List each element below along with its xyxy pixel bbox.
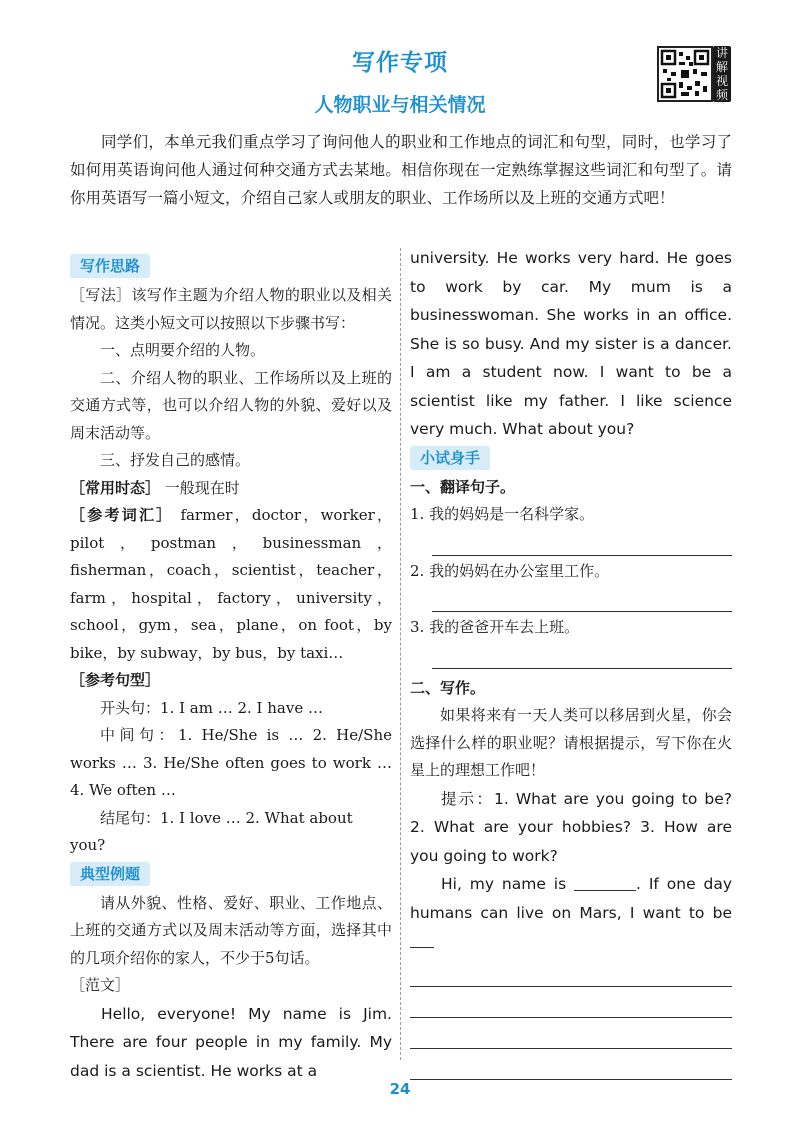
opening-sentences: 开头句：1. I am … 2. I have … (100, 698, 323, 717)
writing-ideas-tag: 写作思路 (70, 254, 150, 278)
intro-paragraph: 同学们，本单元我们重点学习了询问他人的职业和工作地点的词汇和句型，同时，也学习了如何用英语询问他人通过何种交通方式去某地。相信你现在一定熟练掌握这些词汇和句型了。请你用英语写一篇小短文，介绍自己家人或朋友的职业、工作场所以及上班的交通方式吧！ (70, 133, 732, 207)
writing-starter (410, 870, 732, 956)
common-tense (70, 475, 392, 503)
section-translate-title: 一、翻译句子。 (410, 477, 516, 496)
answer-line-3[interactable] (432, 642, 732, 669)
writing-hints: 提示：1. What are you going to be? 2. What are your hobbies? 3. How are you going to work? (410, 789, 732, 865)
middle-sentences: 中间句：1. He/She is … 2. He/She works … 3. He/She often goes to work … 4. We often … (70, 726, 392, 799)
sentences-label: ［参考句型］ (70, 671, 161, 689)
writing-line-4[interactable] (410, 1049, 732, 1080)
step-2: 二、介绍人物的职业、工作场所以及上班的交通方式等，也可以介绍人物的外貌、爱好以及周末活动等。 (70, 368, 392, 442)
right-column (410, 244, 732, 1080)
answer-line-1[interactable] (432, 529, 732, 556)
example-tag: 典型例题 (70, 862, 150, 886)
writing-line-2[interactable] (410, 987, 732, 1018)
reference-vocabulary (70, 502, 392, 667)
tense-label: ［常用时态］ (70, 478, 161, 497)
question-1: 1. 我的妈妈是一名科学家。 (410, 505, 595, 523)
name-blank[interactable] (574, 875, 636, 892)
method-text: ［写法］该写作主题为介绍人物的职业以及相关情况。这类小短文可以按照以下步骤书写： (70, 286, 392, 332)
page-title: 写作专项 (352, 50, 448, 76)
ending-sentences: 结尾句：1. I love … 2. What about you? (70, 808, 353, 854)
video-explanation-label: 讲解视频 (713, 46, 731, 102)
writing-prompt: 如果将来有一天人类可以移居到火星，你会选择什么样的职业呢？请根据提示，写下你在火星上的理想工作吧！ (410, 706, 732, 779)
step-1: 一、点明要介绍的人物。 (100, 341, 266, 359)
section-writing-title: 二、写作。 (410, 678, 486, 697)
page-number: 24 (389, 1080, 411, 1098)
writing-line-3[interactable] (410, 1018, 732, 1049)
model-essay-label: ［范文］ (70, 976, 131, 994)
job-blank[interactable] (410, 932, 434, 949)
left-column (70, 252, 392, 1085)
model-essay-part-1: Hello, everyone! My name is Jim. There are four people in my family. My dad is a scientist. He works at a (70, 1004, 392, 1080)
answer-line-2[interactable] (432, 585, 732, 612)
starter-text-b: . If one day humans can live on Mars, I want to be (410, 875, 733, 922)
writing-line-1[interactable] (410, 956, 732, 987)
step-3: 三、抒发自己的感情。 (100, 451, 251, 469)
practice-tag: 小试身手 (410, 446, 490, 470)
model-essay-part-2: university. He works very hard. He goes to work by car. My mum is a businesswoman. She works in an office. She is so busy. And my sister is a dancer. I am a student now. I want to be a scientist like my father. I like science very much. What about you? (410, 249, 732, 438)
qr-code-icon[interactable] (657, 46, 713, 102)
column-divider (400, 248, 401, 1060)
page-subtitle: 人物职业与相关情况 (314, 94, 486, 116)
example-prompt: 请从外貌、性格、爱好、职业、工作地点、上班的交通方式以及周末活动等方面，选择其中的几项介绍你的家人，不少于5句话。 (70, 893, 392, 967)
vocab-label: ［参考词汇］ (70, 506, 174, 524)
tense-value: 一般现在时 (164, 478, 240, 497)
vocab-list: farmer，doctor，worker，pilot，postman，businessman，fisherman，coach，scientist，teacher，farm，hospital，factory，university，school，gym，sea，plane，on foot，by bike，by subway，by bus，by taxi… (70, 506, 392, 662)
starter-text-a: Hi, my name is (441, 875, 567, 893)
question-3: 3. 我的爸爸开车去上班。 (410, 618, 580, 636)
question-2: 2. 我的妈妈在办公室里工作。 (410, 561, 610, 580)
